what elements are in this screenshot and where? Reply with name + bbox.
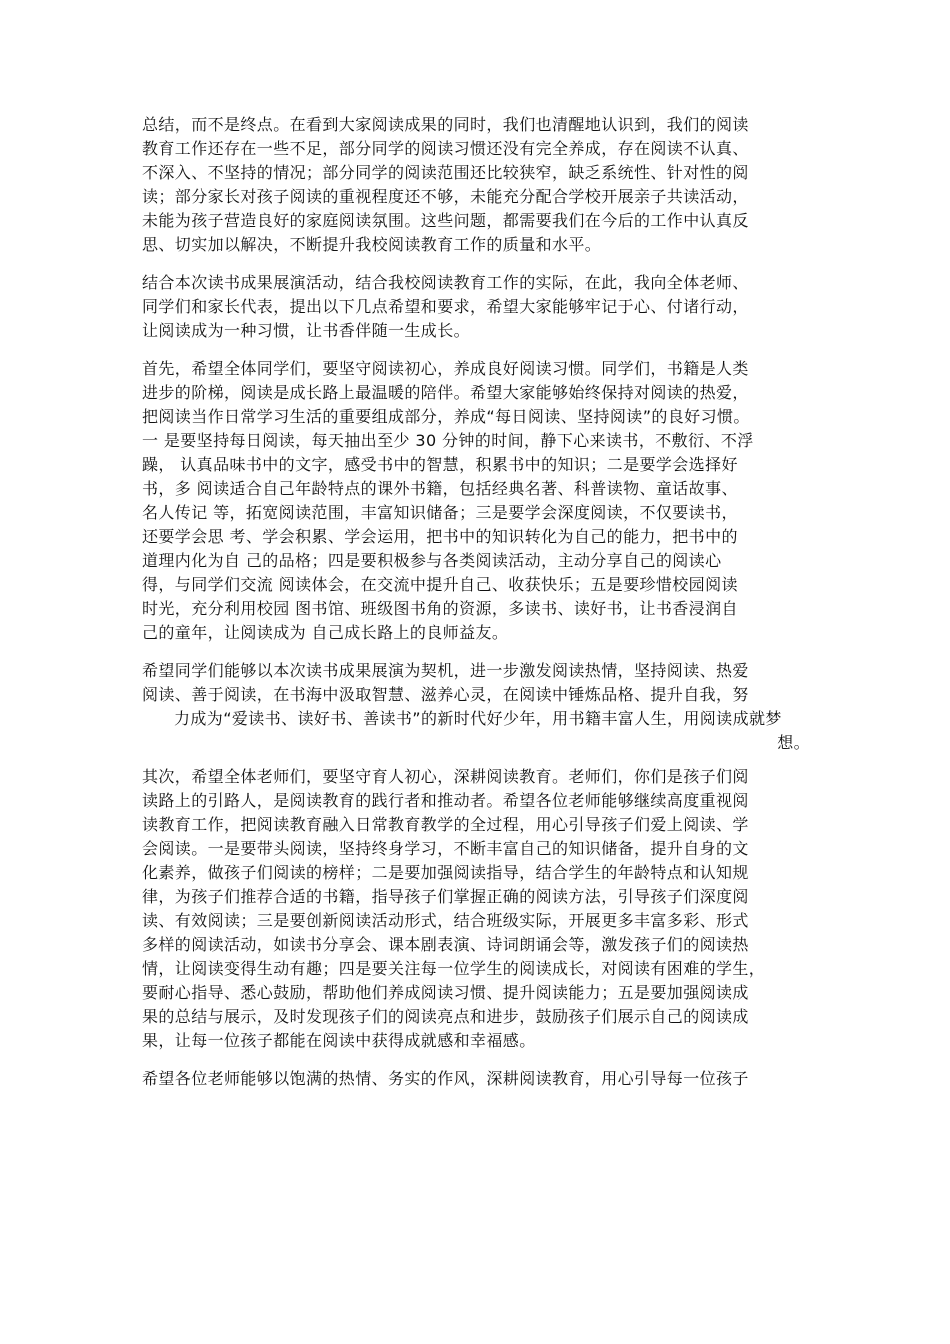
paragraph-gap: [142, 755, 810, 765]
text-line: 情，让阅读变得生动有趣；四是要关注每一位学生的阅读成长，对阅读有困难的学生，: [142, 959, 766, 978]
text-line: 己的童年，让阅读成为 自己成长路上的良师益友。: [142, 623, 509, 642]
text-line: 想。: [777, 733, 810, 752]
paragraph-students-goal: [142, 659, 810, 755]
text-line: 律，为孩子们推荐合适的书籍，指导孩子们掌握正确的阅读方法，引导孩子们深度阅: [142, 887, 749, 906]
paragraph-gap: [142, 343, 810, 357]
text-line: 会阅读。一是要带头阅读，坚持终身学习，不断丰富自己的知识储备，提升自身的文: [142, 839, 749, 858]
document-page: [142, 113, 810, 1091]
text-line: 读、有效阅读；三是要创新阅读活动形式，结合班级实际，开展更多丰富多彩、形式: [142, 911, 749, 930]
text-line: 同学们和家长代表，提出以下几点希望和要求，希望大家能够牢记于心、付诸行动，: [142, 297, 749, 316]
paragraph-teachers-goal: [142, 1067, 810, 1091]
text-line: 果的总结与展示，及时发现孩子们的阅读亮点和进步，鼓励孩子们展示自己的阅读成: [142, 1007, 749, 1026]
paragraph-gap: [142, 257, 810, 271]
text-line: 多样的阅读活动，如读书分享会、课本剧表演、诗词朗诵会等，激发孩子们的阅读热: [142, 935, 749, 954]
text-line: 读路上的引路人，是阅读教育的践行者和推动者。希望各位老师能够继续高度重视阅: [142, 791, 749, 810]
paragraph-students-hopes: [142, 357, 810, 645]
paragraph-gap: [142, 1053, 810, 1067]
text-line: 得，与同学们交流 阅读体会，在交流中提升自己、收获快乐；五是要珍惜校园阅读: [142, 575, 738, 594]
text-line: 道理内化为自 己的品格；四是要积极参与各类阅读活动，主动分享自己的阅读心: [142, 551, 722, 570]
text-line: 时光，充分利用校园 图书馆、班级图书角的资源，多读书、读好书，让书香浸润自: [142, 599, 738, 618]
text-line: 阅读、善于阅读，在书海中汲取智慧、滋养心灵，在阅读中锤炼品格、提升自我，努: [142, 685, 749, 704]
text-line: 希望同学们能够以本次读书成果展演为契机，进一步激发阅读热情，坚持阅读、热爱: [142, 661, 749, 680]
paragraph-gap: [142, 645, 810, 659]
text-line: 躁， 认真品味书中的文字，感受书中的智慧，积累书中的知识；二是要学会选择好: [142, 455, 738, 474]
text-line: 一 是要坚持每日阅读，每天抽出至少 30 分钟的时间，静下心来读书，不敷衍、不浮: [142, 431, 754, 450]
text-line: 让阅读成为一种习惯，让书香伴随一生成长。: [142, 321, 471, 340]
text-line: 教育工作还存在一些不足，部分同学的阅读习惯还没有完全养成，存在阅读不认真、: [142, 139, 749, 158]
text-line: 总结，而不是终点。在看到大家阅读成果的同时，我们也清醒地认识到，我们的阅读: [142, 115, 749, 134]
text-line: 结合本次读书成果展演活动，结合我校阅读教育工作的实际，在此，我向全体老师、: [142, 273, 749, 292]
paragraph-teachers-hopes: [142, 765, 810, 1053]
paragraph-hopes-intro: [142, 271, 810, 343]
text-line: 名人传记 等，拓宽阅读范围，丰富知识储备；三是要学会深度阅读，不仅要读书，: [142, 503, 738, 522]
text-line: 果，让每一位孩子都能在阅读中获得成就感和幸福感。: [142, 1031, 536, 1050]
text-line: 其次，希望全体老师们，要坚守育人初心，深耕阅读教育。老师们，你们是孩子们阅: [142, 767, 749, 786]
text-line: 首先，希望全体同学们，要坚守阅读初心，养成良好阅读习惯。同学们，书籍是人类: [142, 359, 749, 378]
text-line: 不深入、不坚持的情况；部分同学的阅读范围还比较狭窄，缺乏系统性、针对性的阅: [142, 163, 749, 182]
text-line: 力成为“爱读书、读好书、善读书”的新时代好少年，用书籍丰富人生，用阅读成就梦: [174, 709, 782, 728]
paragraph-reading-shortcomings: [142, 113, 810, 257]
text-line: 读教育工作，把阅读教育融入日常教育教学的全过程，用心引导孩子们爱上阅读、学: [142, 815, 749, 834]
text-line: 读；部分家长对孩子阅读的重视程度还不够，未能充分配合学校开展亲子共读活动，: [142, 187, 749, 206]
text-line: 思、切实加以解决，不断提升我校阅读教育工作的质量和水平。: [142, 235, 602, 254]
text-line: 要耐心指导、悉心鼓励，帮助他们养成阅读习惯、提升阅读能力；五是要加强阅读成: [142, 983, 749, 1002]
text-line: 化素养，做孩子们阅读的榜样；二是要加强阅读指导，结合学生的年龄特点和认知规: [142, 863, 749, 882]
text-line: 把阅读当作日常学习生活的重要组成部分，养成“每日阅读、坚持阅读”的良好习惯。: [142, 407, 750, 426]
text-line: 书，多 阅读适合自己年龄特点的课外书籍，包括经典名著、科普读物、童话故事、: [142, 479, 738, 498]
text-line: 希望各位老师能够以饱满的热情、务实的作风，深耕阅读教育，用心引导每一位孩子: [142, 1069, 749, 1088]
text-line: 还要学会思 考、学会积累、学会运用，把书中的知识转化为自己的能力，把书中的: [142, 527, 738, 546]
text-line: 未能为孩子营造良好的家庭阅读氛围。这些问题，都需要我们在今后的工作中认真反: [142, 211, 749, 230]
text-line: 进步的阶梯，阅读是成长路上最温暖的陪伴。希望大家能够始终保持对阅读的热爱，: [142, 383, 749, 402]
